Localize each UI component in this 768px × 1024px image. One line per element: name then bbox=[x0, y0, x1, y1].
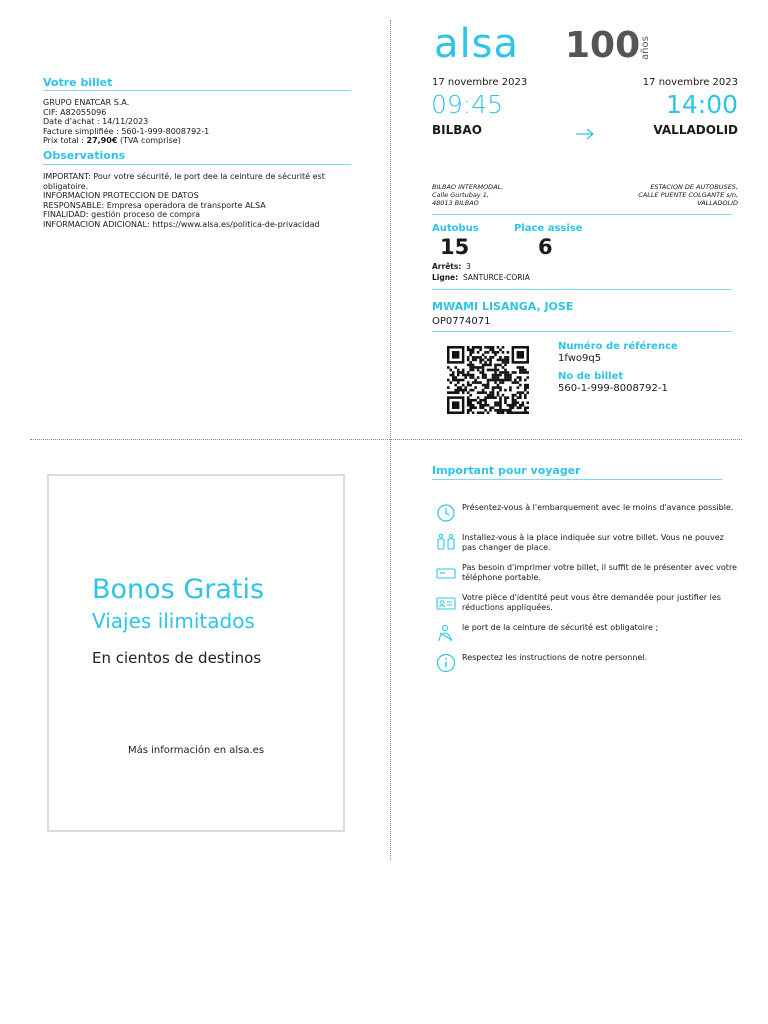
price-label: Prix total : bbox=[43, 136, 87, 146]
destination-address-line: CALLE PUENTE COLGANTE s/n, bbox=[638, 191, 738, 199]
seat-number: 6 bbox=[538, 235, 553, 259]
stops-label: Arrêts: bbox=[432, 262, 462, 271]
observation-line: FINALIDAD: gestión proceso de compra bbox=[43, 210, 201, 220]
passenger-rule bbox=[432, 331, 732, 332]
vertical-cut-line bbox=[390, 20, 391, 860]
observations-text bbox=[43, 172, 373, 230]
info-text: Installez-vous à la place indiquée sur votre billet. Vous ne pouvez pas changer de place. bbox=[462, 533, 724, 552]
stops-value: 3 bbox=[466, 262, 471, 271]
departure-time: 09:45 bbox=[431, 90, 504, 119]
origin-address-line: BILBAO INTERMODAL, bbox=[432, 183, 504, 191]
destination-address-line: ESTACION DE AUTOBUSES, bbox=[650, 183, 738, 191]
info-text: Votre pièce d'identité peut vous être demandée pour justifier les réductions appliquées. bbox=[462, 593, 721, 612]
observation-line: INFORMACION PROTECCION DE DATOS bbox=[43, 191, 199, 201]
ticket-no-label: No de billet bbox=[558, 371, 624, 382]
info-row-ticket bbox=[436, 563, 736, 587]
destination-city: VALLADOLID bbox=[653, 123, 738, 137]
important-title: Important pour voyager bbox=[432, 464, 581, 477]
promo-title: Bonos Gratis bbox=[92, 574, 265, 605]
info-icon bbox=[436, 653, 456, 673]
arrival-date: 17 novembre 2023 bbox=[642, 77, 738, 88]
destination-address-line: VALLADOLID bbox=[697, 199, 738, 207]
reference-value: 1fwo9q5 bbox=[558, 353, 602, 364]
departure-date: 17 novembre 2023 bbox=[432, 77, 528, 88]
observations-rule bbox=[43, 164, 351, 165]
info-text: le port de la ceinture de sécurité est obligatoire ; bbox=[462, 623, 659, 632]
clock-icon bbox=[436, 503, 456, 523]
ticket-no-value: 560-1-999-8008792-1 bbox=[558, 383, 668, 394]
company-line: Date d'achat : 14/11/2023 bbox=[43, 117, 149, 127]
stops-info bbox=[432, 262, 471, 271]
info-row-clock bbox=[436, 503, 736, 527]
info-row-info bbox=[436, 653, 736, 677]
info-text: Pas besoin d'imprimer votre billet, il suffit de le présenter avec votre téléphone portable. bbox=[462, 563, 737, 582]
observation-line: IMPORTANT: Pour votre sécurité, le port dee la ceinture de sécurité est bbox=[43, 172, 325, 181]
passenger-document: OP0774071 bbox=[432, 316, 491, 327]
reference-label: Numéro de référence bbox=[558, 341, 678, 352]
seat-icon bbox=[436, 533, 456, 553]
bus-number: 15 bbox=[440, 235, 470, 259]
observation-line: obligatoire. bbox=[43, 181, 89, 191]
price-value: 27,90€ bbox=[86, 136, 118, 146]
bus-rule bbox=[432, 289, 732, 290]
promo-card[interactable] bbox=[47, 474, 345, 832]
promo-more-info: Más información en alsa.es bbox=[127, 745, 265, 756]
passenger-name: MWAMI LISANGA, JOSE bbox=[432, 300, 574, 313]
info-text: Présentez-vous à l'embarquement avec le moins d'avance possible. bbox=[462, 503, 734, 512]
promo-subtitle: Viajes ilimitados bbox=[92, 609, 255, 633]
line-info bbox=[432, 273, 530, 282]
alsa-logo bbox=[434, 22, 519, 66]
info-row-seat bbox=[436, 533, 736, 557]
anniversary-word: años bbox=[640, 36, 651, 60]
observation-line: INFORMACION ADICIONAL: https://www.alsa.es/politica-de-privacidad bbox=[43, 219, 320, 229]
address-rule bbox=[432, 214, 732, 215]
arrow-right-icon bbox=[575, 127, 595, 141]
origin-address bbox=[432, 183, 503, 207]
important-rule bbox=[432, 479, 722, 480]
destination-address bbox=[638, 183, 738, 207]
origin-city: BILBAO bbox=[432, 123, 482, 137]
qr-code bbox=[447, 346, 529, 414]
ticket-icon bbox=[436, 563, 456, 583]
info-text: Respectez les instructions de notre personnel. bbox=[462, 653, 648, 662]
company-line: GRUPO ENATCAR S.A. bbox=[43, 98, 130, 107]
promo-tagline: En cientos de destinos bbox=[92, 649, 262, 667]
seatbelt-icon bbox=[436, 623, 456, 643]
company-line: CIF: A82055096 bbox=[43, 107, 107, 117]
origin-address-line: Calle Gurtubay 1, bbox=[432, 191, 489, 199]
bus-label: Autobus bbox=[432, 223, 479, 234]
horizontal-cut-line bbox=[30, 439, 742, 440]
info-row-id bbox=[436, 593, 736, 617]
observation-line: RESPONSABLE: Empresa operadora de transporte ALSA bbox=[43, 200, 266, 210]
info-row-seatbelt bbox=[436, 623, 736, 647]
logo-text: alsa bbox=[434, 21, 519, 67]
price-note: (TVA comprise) bbox=[117, 136, 181, 146]
ticket-section-title: Votre billet bbox=[43, 76, 113, 89]
price-line bbox=[43, 136, 363, 146]
id-card-icon bbox=[436, 593, 456, 613]
company-info bbox=[43, 98, 363, 146]
anniversary-number: 100 bbox=[565, 25, 641, 66]
origin-address-line: 48013 BILBAO bbox=[432, 199, 479, 207]
seat-label: Place assise bbox=[514, 223, 583, 234]
arrival-time: 14:00 bbox=[665, 90, 738, 119]
ticket-section-rule bbox=[43, 90, 351, 91]
line-value: SANTURCE-CORIA bbox=[462, 273, 530, 282]
observations-title: Observations bbox=[43, 149, 126, 162]
company-line: Facture simplifiée : 560-1-999-8008792-1 bbox=[43, 126, 210, 136]
line-label: Ligne: bbox=[432, 273, 459, 282]
